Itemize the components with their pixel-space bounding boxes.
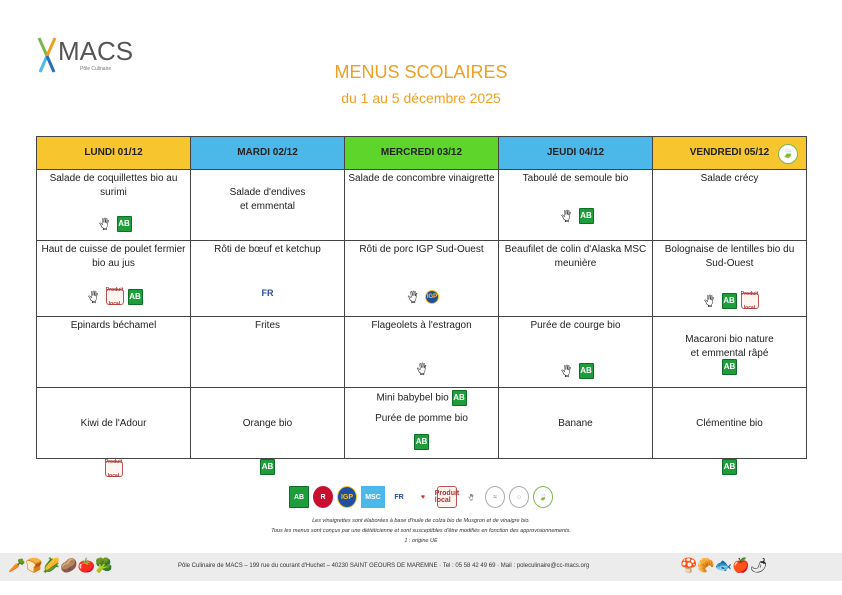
label-icons [502, 363, 649, 379]
table-row [37, 317, 807, 388]
label-icons [348, 361, 495, 377]
menu-table [36, 136, 807, 479]
local-product-icon: 🖐︎ [703, 293, 715, 309]
brand-subtitle: Pôle Culinaire [80, 66, 112, 72]
organic-ab-icon: AB [722, 359, 737, 375]
dish-name: Haut de cuisse de poulet fermier bio au jus [41, 244, 186, 269]
label-icons [194, 459, 341, 475]
dish-name: Banane [558, 418, 593, 429]
menu-cell [345, 170, 499, 241]
produit-local-icon: Produit local [105, 287, 124, 307]
header-row [37, 137, 807, 170]
dish-name: Epinards béchamel [70, 320, 157, 331]
menu-cell [499, 170, 653, 241]
label-icons [40, 289, 187, 305]
menu-cell [653, 388, 807, 471]
menu-cell [37, 170, 191, 241]
local-product-icon: 🖐︎ [560, 208, 572, 224]
day-friday [653, 137, 807, 170]
label-icons [40, 216, 187, 232]
vegetarian-icon: 🍃 [533, 486, 553, 508]
day-monday: LUNDI 01/12 [37, 137, 191, 170]
dish-name: Salade crécy [700, 173, 759, 184]
french-origin-icon: FR [261, 288, 274, 298]
food-decor-icon: 🍄🥐🐟🍎🌶 [680, 557, 768, 573]
menu-cell [345, 317, 499, 388]
organic-ab-icon: AB [260, 459, 275, 475]
bleu-blanc-coeur-icon: ♥ [420, 493, 426, 501]
label-icons [40, 461, 187, 477]
label-icons [502, 208, 649, 224]
menu-cell [499, 241, 653, 317]
menu-cell [499, 388, 653, 459]
label-icons [656, 359, 803, 375]
produit-local-icon: Produit local [740, 291, 759, 311]
dish-name: Beaufilet de colin d'Alaska MSC meunière [504, 244, 647, 269]
dish-name: Frites [255, 320, 280, 331]
menu-cell [653, 317, 807, 388]
local-product-icon: 🖐︎ [87, 289, 99, 305]
note-origin: 1 : origine UE [404, 538, 438, 544]
menu-cell [191, 388, 345, 471]
dish-name: Macaroni bio nature et emmental râpé [685, 334, 774, 359]
dish-name: Flageolets à l'estragon [371, 320, 472, 331]
day-wednesday: MERCREDI 03/12 [345, 137, 499, 170]
local-product-icon: 🖐︎ [407, 289, 418, 305]
day-thursday: JEUDI 04/12 [499, 137, 653, 170]
menu-cell [499, 317, 653, 388]
label-icons [656, 293, 803, 309]
menu-cell [345, 241, 499, 317]
igp-label-icon: IGP [337, 486, 357, 508]
produit-local-icon: Produit local [437, 486, 457, 508]
label-icons [348, 289, 495, 305]
menu-cell [345, 388, 499, 459]
table-row [37, 241, 807, 317]
brand-text: MACS [58, 36, 134, 66]
msc-fish-icon: ≈ [485, 486, 505, 508]
organic-ab-icon: AB [579, 208, 594, 224]
organic-ab-icon: AB [722, 293, 737, 309]
menu-cell [37, 388, 191, 479]
dish-name: Bolognaise de lentilles bio du Sud-Ouest [664, 244, 795, 269]
local-product-icon: 🖐︎ [416, 361, 427, 377]
menu-cell [37, 317, 191, 388]
produit-local-icon: Produit local [104, 459, 123, 479]
organic-ab-icon: AB [722, 459, 737, 475]
footer-address: Pôle Culinaire de MACS – 199 rue du courant d'Huchet – 40230 SAINT GEOURS DE MAREMNE · Tel : 05 58 42 49 69 · Mail : poleculinaire@cc-macs.org [178, 563, 590, 569]
dish-name: Purée de courge bio [530, 320, 621, 331]
table-row [37, 388, 807, 459]
label-icons [656, 459, 803, 475]
note-vinaigrette: Les vinaigrettes sont élaborées à base d'huile de colza bio de Musgron et de vinaigre bio. [312, 518, 530, 524]
organic-ab-icon: AB [452, 390, 467, 406]
igp-label-icon: IGP [425, 290, 439, 304]
menu-cell [191, 241, 345, 317]
menu-cell [191, 170, 345, 241]
vegetarian-icon: 🍃 [778, 144, 798, 164]
organic-ab-icon: AB [414, 434, 429, 450]
local-product-icon: 🖐︎ [468, 494, 474, 502]
dish-name: Taboulé de semoule bio [522, 173, 629, 184]
dish-name: Orange bio [242, 418, 293, 429]
label-icons [194, 285, 341, 301]
label-legend [0, 486, 842, 508]
day-tuesday: MARDI 02/12 [191, 137, 345, 170]
footer-bar [0, 553, 842, 581]
dish-name: Salade d'endives et emmental [229, 187, 306, 212]
dish-name: Salade de coquillettes bio au surimi [49, 173, 178, 198]
dish-name: Purée de pomme bio [375, 413, 468, 424]
organic-ab-icon: AB [128, 289, 143, 305]
local-product-icon: 🖐︎ [98, 216, 110, 232]
organic-ab-icon: AB [117, 216, 132, 232]
label-icons [348, 434, 495, 450]
label-rouge-icon: R [313, 486, 333, 508]
french-origin-icon: FR [394, 493, 404, 501]
food-decor-icon: 🥕🍞🌽🥔🍅🥦 [8, 557, 113, 573]
dish-name [348, 390, 495, 406]
menu-cell [653, 170, 807, 241]
menu-cell [37, 241, 191, 317]
organic-ab-icon: AB [289, 486, 309, 508]
dish-name: Kiwi de l'Adour [80, 418, 147, 429]
dish-name: Rôti de bœuf et ketchup [214, 244, 321, 255]
page-title: MENUS SCOLAIRES [334, 62, 508, 82]
peche-durable-icon: ○ [509, 486, 529, 508]
dish-name: Rôti de porc IGP Sud-Ouest [359, 244, 484, 255]
note-dietitian: Tous les menus sont conçus par une diététicienne et sont susceptibles d'être modifiés en fonction des approvisionnements. [271, 528, 571, 534]
dish-name-part: Mini babybel bio [376, 392, 449, 404]
page-subtitle: du 1 au 5 décembre 2025 [341, 90, 501, 106]
dish-name: Clémentine bio [696, 418, 763, 429]
table-row [37, 170, 807, 241]
dish-name: Salade de concombre vinaigrette [348, 173, 495, 184]
menu-cell [191, 317, 345, 388]
organic-ab-icon: AB [579, 363, 594, 379]
menu-cell [653, 241, 807, 317]
day-friday-label: VENDREDI 05/12 [689, 147, 770, 158]
msc-label-icon: MSC [361, 486, 385, 508]
local-product-icon: 🖐︎ [560, 363, 572, 379]
